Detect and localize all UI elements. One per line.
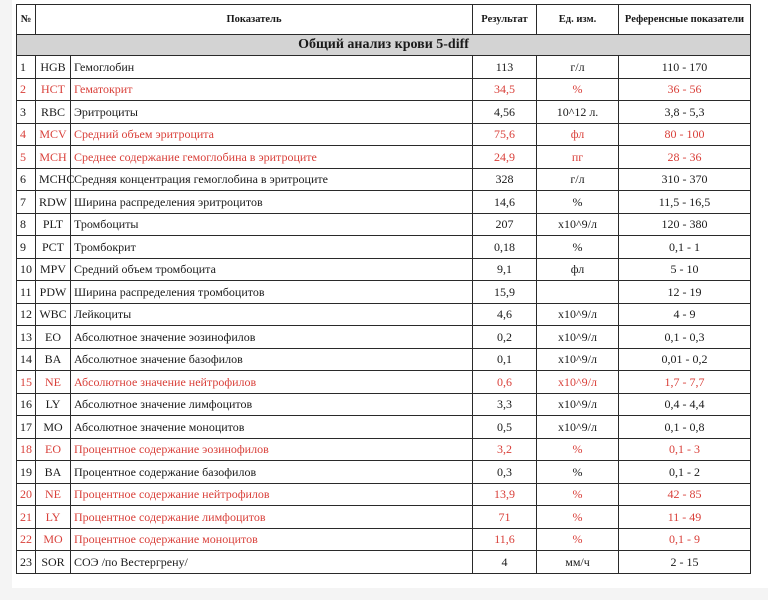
row-code: SOR [36, 551, 71, 574]
row-code: PCT [36, 236, 71, 259]
row-num: 22 [17, 528, 36, 551]
row-code: MCH [36, 146, 71, 169]
row-code: LY [36, 393, 71, 416]
header-result: Результат [473, 5, 537, 35]
row-code: WBC [36, 303, 71, 326]
table-row [17, 146, 751, 169]
row-result: 13,9 [473, 483, 537, 506]
table-row [17, 78, 751, 101]
row-result: 207 [473, 213, 537, 236]
row-name: Гематокрит [71, 78, 473, 101]
row-unit: x10^9/л [537, 303, 619, 326]
row-code: MCV [36, 123, 71, 146]
row-result: 0,18 [473, 236, 537, 259]
row-unit: % [537, 506, 619, 529]
row-unit: x10^9/л [537, 326, 619, 349]
table-row [17, 168, 751, 191]
row-code: HGB [36, 56, 71, 79]
table-row [17, 281, 751, 304]
row-result: 34,5 [473, 78, 537, 101]
table-row [17, 461, 751, 484]
row-num: 10 [17, 258, 36, 281]
row-name: Тромбоциты [71, 213, 473, 236]
row-unit: мм/ч [537, 551, 619, 574]
row-code: EO [36, 438, 71, 461]
row-result: 0,1 [473, 348, 537, 371]
row-unit: % [537, 191, 619, 214]
row-reference: 0,1 - 0,3 [619, 326, 751, 349]
row-num: 19 [17, 461, 36, 484]
row-result: 328 [473, 168, 537, 191]
row-num: 2 [17, 78, 36, 101]
section-row [17, 35, 751, 56]
row-reference: 5 - 10 [619, 258, 751, 281]
row-unit: % [537, 78, 619, 101]
row-reference: 0,1 - 1 [619, 236, 751, 259]
row-num: 5 [17, 146, 36, 169]
row-code: BA [36, 461, 71, 484]
row-unit: x10^9/л [537, 213, 619, 236]
table-row [17, 528, 751, 551]
row-num: 15 [17, 371, 36, 394]
row-reference: 2 - 15 [619, 551, 751, 574]
row-code: LY [36, 506, 71, 529]
row-name: Средний объем тромбоцита [71, 258, 473, 281]
row-num: 3 [17, 101, 36, 124]
table-row [17, 123, 751, 146]
row-unit: x10^9/л [537, 393, 619, 416]
row-code: RBC [36, 101, 71, 124]
table-row [17, 236, 751, 259]
row-num: 12 [17, 303, 36, 326]
blood-test-table [16, 4, 751, 574]
row-num: 13 [17, 326, 36, 349]
row-code: MO [36, 416, 71, 439]
row-num: 23 [17, 551, 36, 574]
row-code: MPV [36, 258, 71, 281]
row-name: Средняя концентрация гемоглобина в эритроците [71, 168, 473, 191]
row-code: MO [36, 528, 71, 551]
row-unit: г/л [537, 56, 619, 79]
row-num: 7 [17, 191, 36, 214]
table-header-row [17, 5, 751, 35]
row-name: Среднее содержание гемоглобина в эритроците [71, 146, 473, 169]
row-code: HCT [36, 78, 71, 101]
row-name: Абсолютное значение нейтрофилов [71, 371, 473, 394]
header-reference: Референсные показатели [619, 5, 751, 35]
row-name: Абсолютное значение лимфоцитов [71, 393, 473, 416]
row-unit: % [537, 438, 619, 461]
header-unit: Ед. изм. [537, 5, 619, 35]
row-result: 9,1 [473, 258, 537, 281]
row-unit: % [537, 461, 619, 484]
table-row [17, 551, 751, 574]
row-result: 0,6 [473, 371, 537, 394]
row-reference: 11,5 - 16,5 [619, 191, 751, 214]
row-name: СОЭ /по Вестергрену/ [71, 551, 473, 574]
row-reference: 11 - 49 [619, 506, 751, 529]
row-num: 16 [17, 393, 36, 416]
header-num: № [17, 5, 36, 35]
section-title: Общий анализ крови 5-diff [17, 35, 751, 56]
row-name: Ширина распределения эритроцитов [71, 191, 473, 214]
table-row [17, 393, 751, 416]
table-row [17, 326, 751, 349]
row-result: 14,6 [473, 191, 537, 214]
row-name: Процентное содержание моноцитов [71, 528, 473, 551]
row-result: 0,5 [473, 416, 537, 439]
row-code: NE [36, 483, 71, 506]
row-name: Абсолютное значение эозинофилов [71, 326, 473, 349]
row-result: 3,2 [473, 438, 537, 461]
row-num: 20 [17, 483, 36, 506]
row-code: EO [36, 326, 71, 349]
header-indicator: Показатель [36, 5, 473, 35]
table-row [17, 483, 751, 506]
row-num: 17 [17, 416, 36, 439]
row-unit: 10^12 л. [537, 101, 619, 124]
row-unit: % [537, 528, 619, 551]
row-result: 24,9 [473, 146, 537, 169]
row-code: NE [36, 371, 71, 394]
row-name: Тромбокрит [71, 236, 473, 259]
row-result: 0,2 [473, 326, 537, 349]
table-row [17, 303, 751, 326]
row-name: Лейкоциты [71, 303, 473, 326]
table-row [17, 416, 751, 439]
row-name: Ширина распределения тромбоцитов [71, 281, 473, 304]
row-reference: 12 - 19 [619, 281, 751, 304]
row-unit: x10^9/л [537, 371, 619, 394]
row-result: 71 [473, 506, 537, 529]
row-num: 14 [17, 348, 36, 371]
row-code: MCHC [36, 168, 71, 191]
row-code: PDW [36, 281, 71, 304]
row-num: 9 [17, 236, 36, 259]
table-row [17, 506, 751, 529]
row-code: RDW [36, 191, 71, 214]
row-reference: 0,4 - 4,4 [619, 393, 751, 416]
row-unit: фл [537, 123, 619, 146]
row-name: Процентное содержание базофилов [71, 461, 473, 484]
row-result: 15,9 [473, 281, 537, 304]
row-result: 0,3 [473, 461, 537, 484]
table-row [17, 191, 751, 214]
table-row [17, 438, 751, 461]
row-num: 21 [17, 506, 36, 529]
row-result: 4,56 [473, 101, 537, 124]
row-result: 11,6 [473, 528, 537, 551]
row-reference: 0,1 - 9 [619, 528, 751, 551]
row-result: 4,6 [473, 303, 537, 326]
row-code: BA [36, 348, 71, 371]
row-unit: x10^9/л [537, 348, 619, 371]
row-unit: x10^9/л [537, 416, 619, 439]
row-reference: 36 - 56 [619, 78, 751, 101]
table-row [17, 213, 751, 236]
row-reference: 0,1 - 2 [619, 461, 751, 484]
row-name: Процентное содержание нейтрофилов [71, 483, 473, 506]
row-name: Гемоглобин [71, 56, 473, 79]
row-reference: 3,8 - 5,3 [619, 101, 751, 124]
row-result: 4 [473, 551, 537, 574]
row-reference: 0,01 - 0,2 [619, 348, 751, 371]
row-reference: 80 - 100 [619, 123, 751, 146]
row-name: Эритроциты [71, 101, 473, 124]
row-result: 113 [473, 56, 537, 79]
row-name: Процентное содержание лимфоцитов [71, 506, 473, 529]
row-num: 6 [17, 168, 36, 191]
row-reference: 110 - 170 [619, 56, 751, 79]
table-row [17, 56, 751, 79]
row-code: PLT [36, 213, 71, 236]
table-row [17, 101, 751, 124]
row-result: 3,3 [473, 393, 537, 416]
table-row [17, 348, 751, 371]
row-unit: % [537, 236, 619, 259]
row-unit [537, 281, 619, 304]
row-name: Средний объем эритроцита [71, 123, 473, 146]
row-reference: 0,1 - 3 [619, 438, 751, 461]
table-row [17, 258, 751, 281]
row-reference: 0,1 - 0,8 [619, 416, 751, 439]
row-result: 75,6 [473, 123, 537, 146]
row-name: Абсолютное значение моноцитов [71, 416, 473, 439]
row-unit: % [537, 483, 619, 506]
row-num: 4 [17, 123, 36, 146]
row-reference: 28 - 36 [619, 146, 751, 169]
row-num: 18 [17, 438, 36, 461]
row-reference: 310 - 370 [619, 168, 751, 191]
table-row [17, 371, 751, 394]
row-reference: 42 - 85 [619, 483, 751, 506]
row-unit: фл [537, 258, 619, 281]
row-num: 1 [17, 56, 36, 79]
row-reference: 1,7 - 7,7 [619, 371, 751, 394]
row-unit: пг [537, 146, 619, 169]
row-name: Процентное содержание эозинофилов [71, 438, 473, 461]
row-num: 8 [17, 213, 36, 236]
row-name: Абсолютное значение базофилов [71, 348, 473, 371]
row-reference: 4 - 9 [619, 303, 751, 326]
row-num: 11 [17, 281, 36, 304]
row-reference: 120 - 380 [619, 213, 751, 236]
row-unit: г/л [537, 168, 619, 191]
